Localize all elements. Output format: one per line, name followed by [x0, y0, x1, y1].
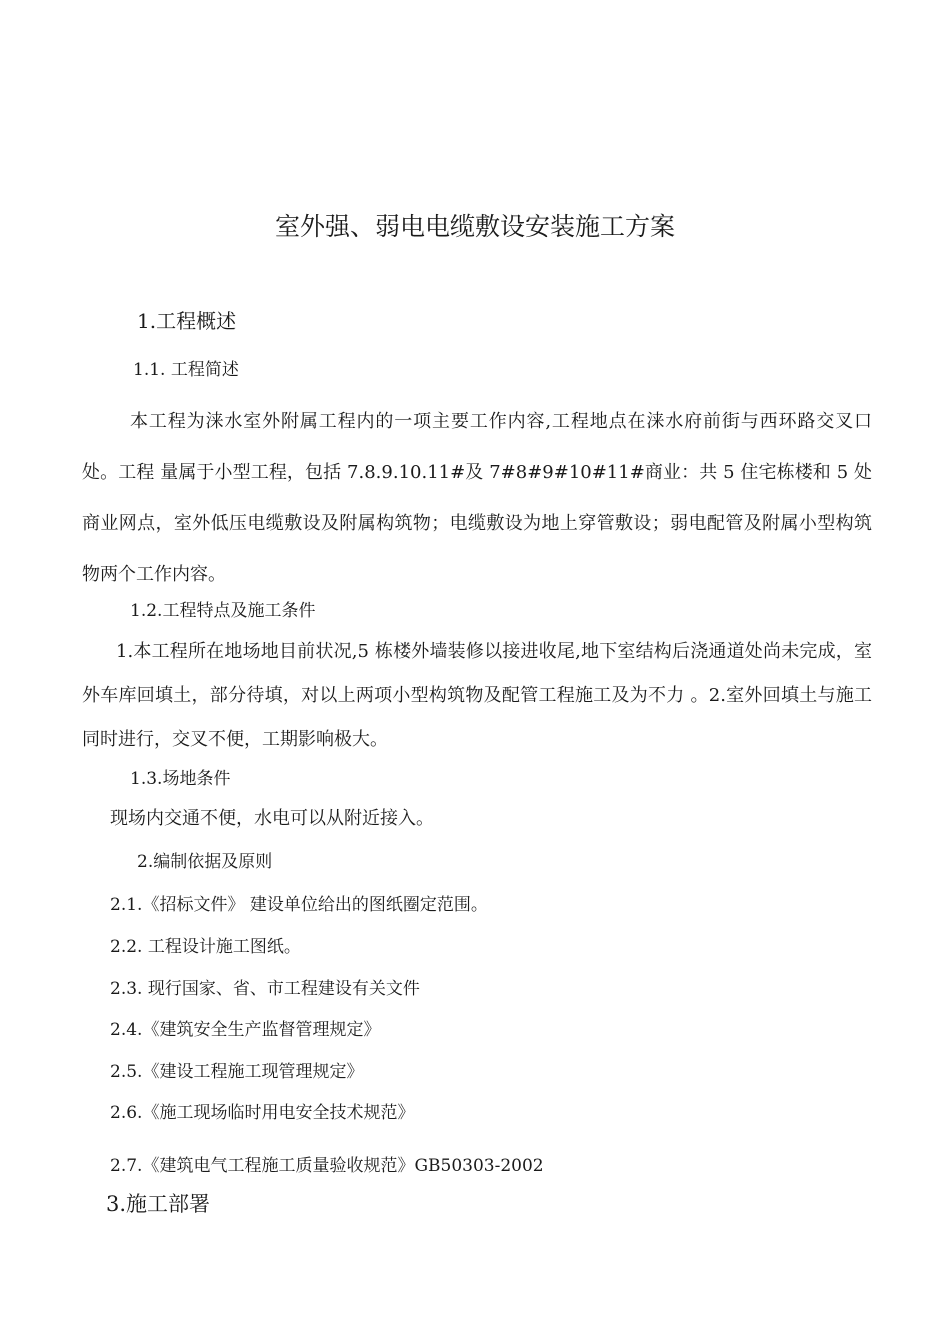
- document-title: 室外强、弱电电缆敷设安装施工方案: [274, 212, 675, 241]
- reference-item: 2.2. 工程设计施工图纸。: [110, 937, 301, 957]
- section-heading-3: 3.施工部署: [106, 1192, 211, 1216]
- section-heading-2: 2.编制依据及原则: [137, 852, 273, 872]
- subsection-heading-1-2: 1.2.工程特点及施工条件: [130, 601, 316, 621]
- reference-item: 2.6.《施工现场临时用电安全技术规范》: [110, 1103, 415, 1123]
- paragraph-project-features: 1.本工程所在地场地目前状况,5 栋楼外墙装修以接进收尾,地下室结构后浇通道处尚未完成，室外车库回填土，部分待填，对以上两项小型构筑物及配管工程施工及为不力 。2.室外回填土与施工同时进行，交叉不便，工期影响极大。: [82, 641, 872, 750]
- paragraph-site-conditions: 现场内交通不便，水电可以从附近接入。: [110, 808, 434, 829]
- reference-item: 2.1.《招标文件》 建设单位给出的图纸圈定范围。: [110, 895, 488, 915]
- subsection-heading-1-1: 1.1. 工程简述: [133, 360, 239, 380]
- reference-item: 2.5.《建设工程施工现管理规定》: [110, 1062, 364, 1082]
- reference-item: 2.7.《建筑电气工程施工质量验收规范》GB50303-2002: [110, 1156, 544, 1176]
- reference-item: 2.3. 现行国家、省、市工程建设有关文件: [110, 979, 420, 999]
- reference-item: 2.4.《建筑安全生产监督管理规定》: [110, 1020, 381, 1040]
- section-heading-1: 1.工程概述: [137, 309, 237, 333]
- subsection-heading-1-3: 1.3.场地条件: [130, 769, 231, 789]
- paragraph-project-overview: 本工程为涞水室外附属工程内的一项主要工作内容,工程地点在涞水府前街与西环路交叉口处。工程 量属于小型工程，包括 7.8.9.10.11#及 7#8#9#10#11#商业：共 5 住宅栋楼和 5 处商业网点，室外低压电缆敷设及附属构筑物；电缆敷设为地上穿管敷设；弱电配管及附属小型构筑物两个工作内容。: [82, 411, 872, 585]
